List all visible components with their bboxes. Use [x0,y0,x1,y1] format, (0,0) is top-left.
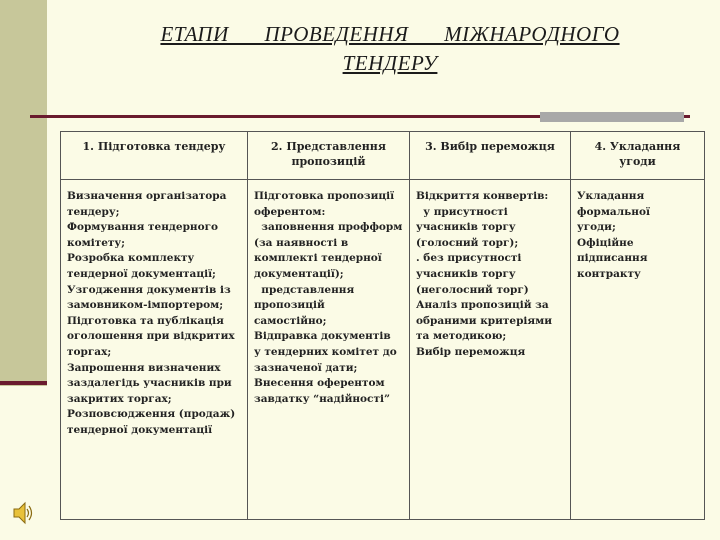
list-item: самостійно; [254,314,327,327]
list-item: угоди; [577,221,616,234]
stage-2-content [248,180,410,520]
header-line: пропозицій [291,155,366,168]
header-stage-3 [410,132,571,180]
table-header-row [61,132,705,180]
tender-stages-table [60,131,705,520]
list-item: Підготовка пропозиції [254,190,395,202]
list-item: . без присутності [416,252,522,265]
table-row [61,180,705,520]
header-line: 1. Підготовка тендеру [82,140,226,153]
header-line: 2. Представлення [271,140,386,153]
list-item: пропозицій [254,299,325,312]
title-line-2: ТЕНДЕРУ [342,51,438,75]
side-decor-band [0,0,47,386]
list-item: заздалегідь учасників при [67,377,232,390]
list-item: зазначеної дати; [254,361,358,374]
list-item: торгах; [67,345,112,358]
speaker-icon[interactable] [12,500,34,526]
list-item: (голосний торг); [416,236,519,249]
list-item: обраними критеріями [416,314,553,327]
side-band-rule [0,381,47,385]
list-item: учасників торгу [416,221,516,234]
list-item: Офіційне [577,236,634,249]
list-item: закритих торгах; [67,392,172,405]
list-item: (за наявності в [254,236,349,249]
list-item: Формування тендерного [67,221,219,234]
header-stage-2 [248,132,410,180]
list-item: Вибір переможця [416,345,526,358]
list-item: Внесення оферентом [254,377,385,390]
list-item: підписання [577,252,648,265]
stage-4-content [571,180,705,520]
list-item: комітету; [67,236,125,249]
title-rule-accent [540,112,684,122]
list-item: документації); [254,267,344,280]
list-item: комплекті тендерної [254,252,382,265]
list-item: оферентом: [254,205,326,218]
list-item: Розповсюдження (продаж) [67,408,236,421]
list-item: (неголосний торг) [416,283,529,296]
list-item: Визначення організатора [67,190,227,202]
list-item: тендерної документації; [67,267,216,280]
list-item: Укладання [577,190,645,202]
list-item: тендеру; [67,205,120,218]
list-item: контракту [577,267,641,280]
list-item: та методикою; [416,330,507,343]
list-item: Відкриття конвертів: [416,190,549,202]
page-title [60,20,720,78]
list-item: учасників торгу [416,267,516,280]
list-item: Узгодження документів із [67,283,231,296]
list-item: заповнення профформ [254,221,403,234]
list-item: Розробка комплекту [67,252,195,265]
list-item: замовником-імпортером; [67,299,224,312]
list-item: формальної [577,205,650,218]
list-item: завдатку “надійності” [254,392,390,405]
stage-3-content [410,180,571,520]
list-item: у тендерних комітет до [254,345,397,358]
list-item: Запрошення визначених [67,361,221,374]
header-line: 4. Укладання [594,140,681,153]
list-item: Відправка документів [254,330,391,343]
list-item: тендерної документації [67,423,213,436]
stage-1-content [61,180,248,520]
header-stage-4 [571,132,705,180]
title-line-1: ЕТАПИ ПРОВЕДЕННЯ МІЖНАРОДНОГО [160,22,620,46]
list-item: у присутності [416,205,508,218]
header-stage-1 [61,132,248,180]
list-item: оголошення при відкритих [67,330,235,343]
list-item: Підготовка та публікація [67,314,224,327]
list-item: Аналіз пропозицій за [416,299,549,312]
header-line: угоди [619,155,656,168]
header-line: 3. Вибір переможця [425,140,555,153]
list-item: представлення [254,283,355,296]
